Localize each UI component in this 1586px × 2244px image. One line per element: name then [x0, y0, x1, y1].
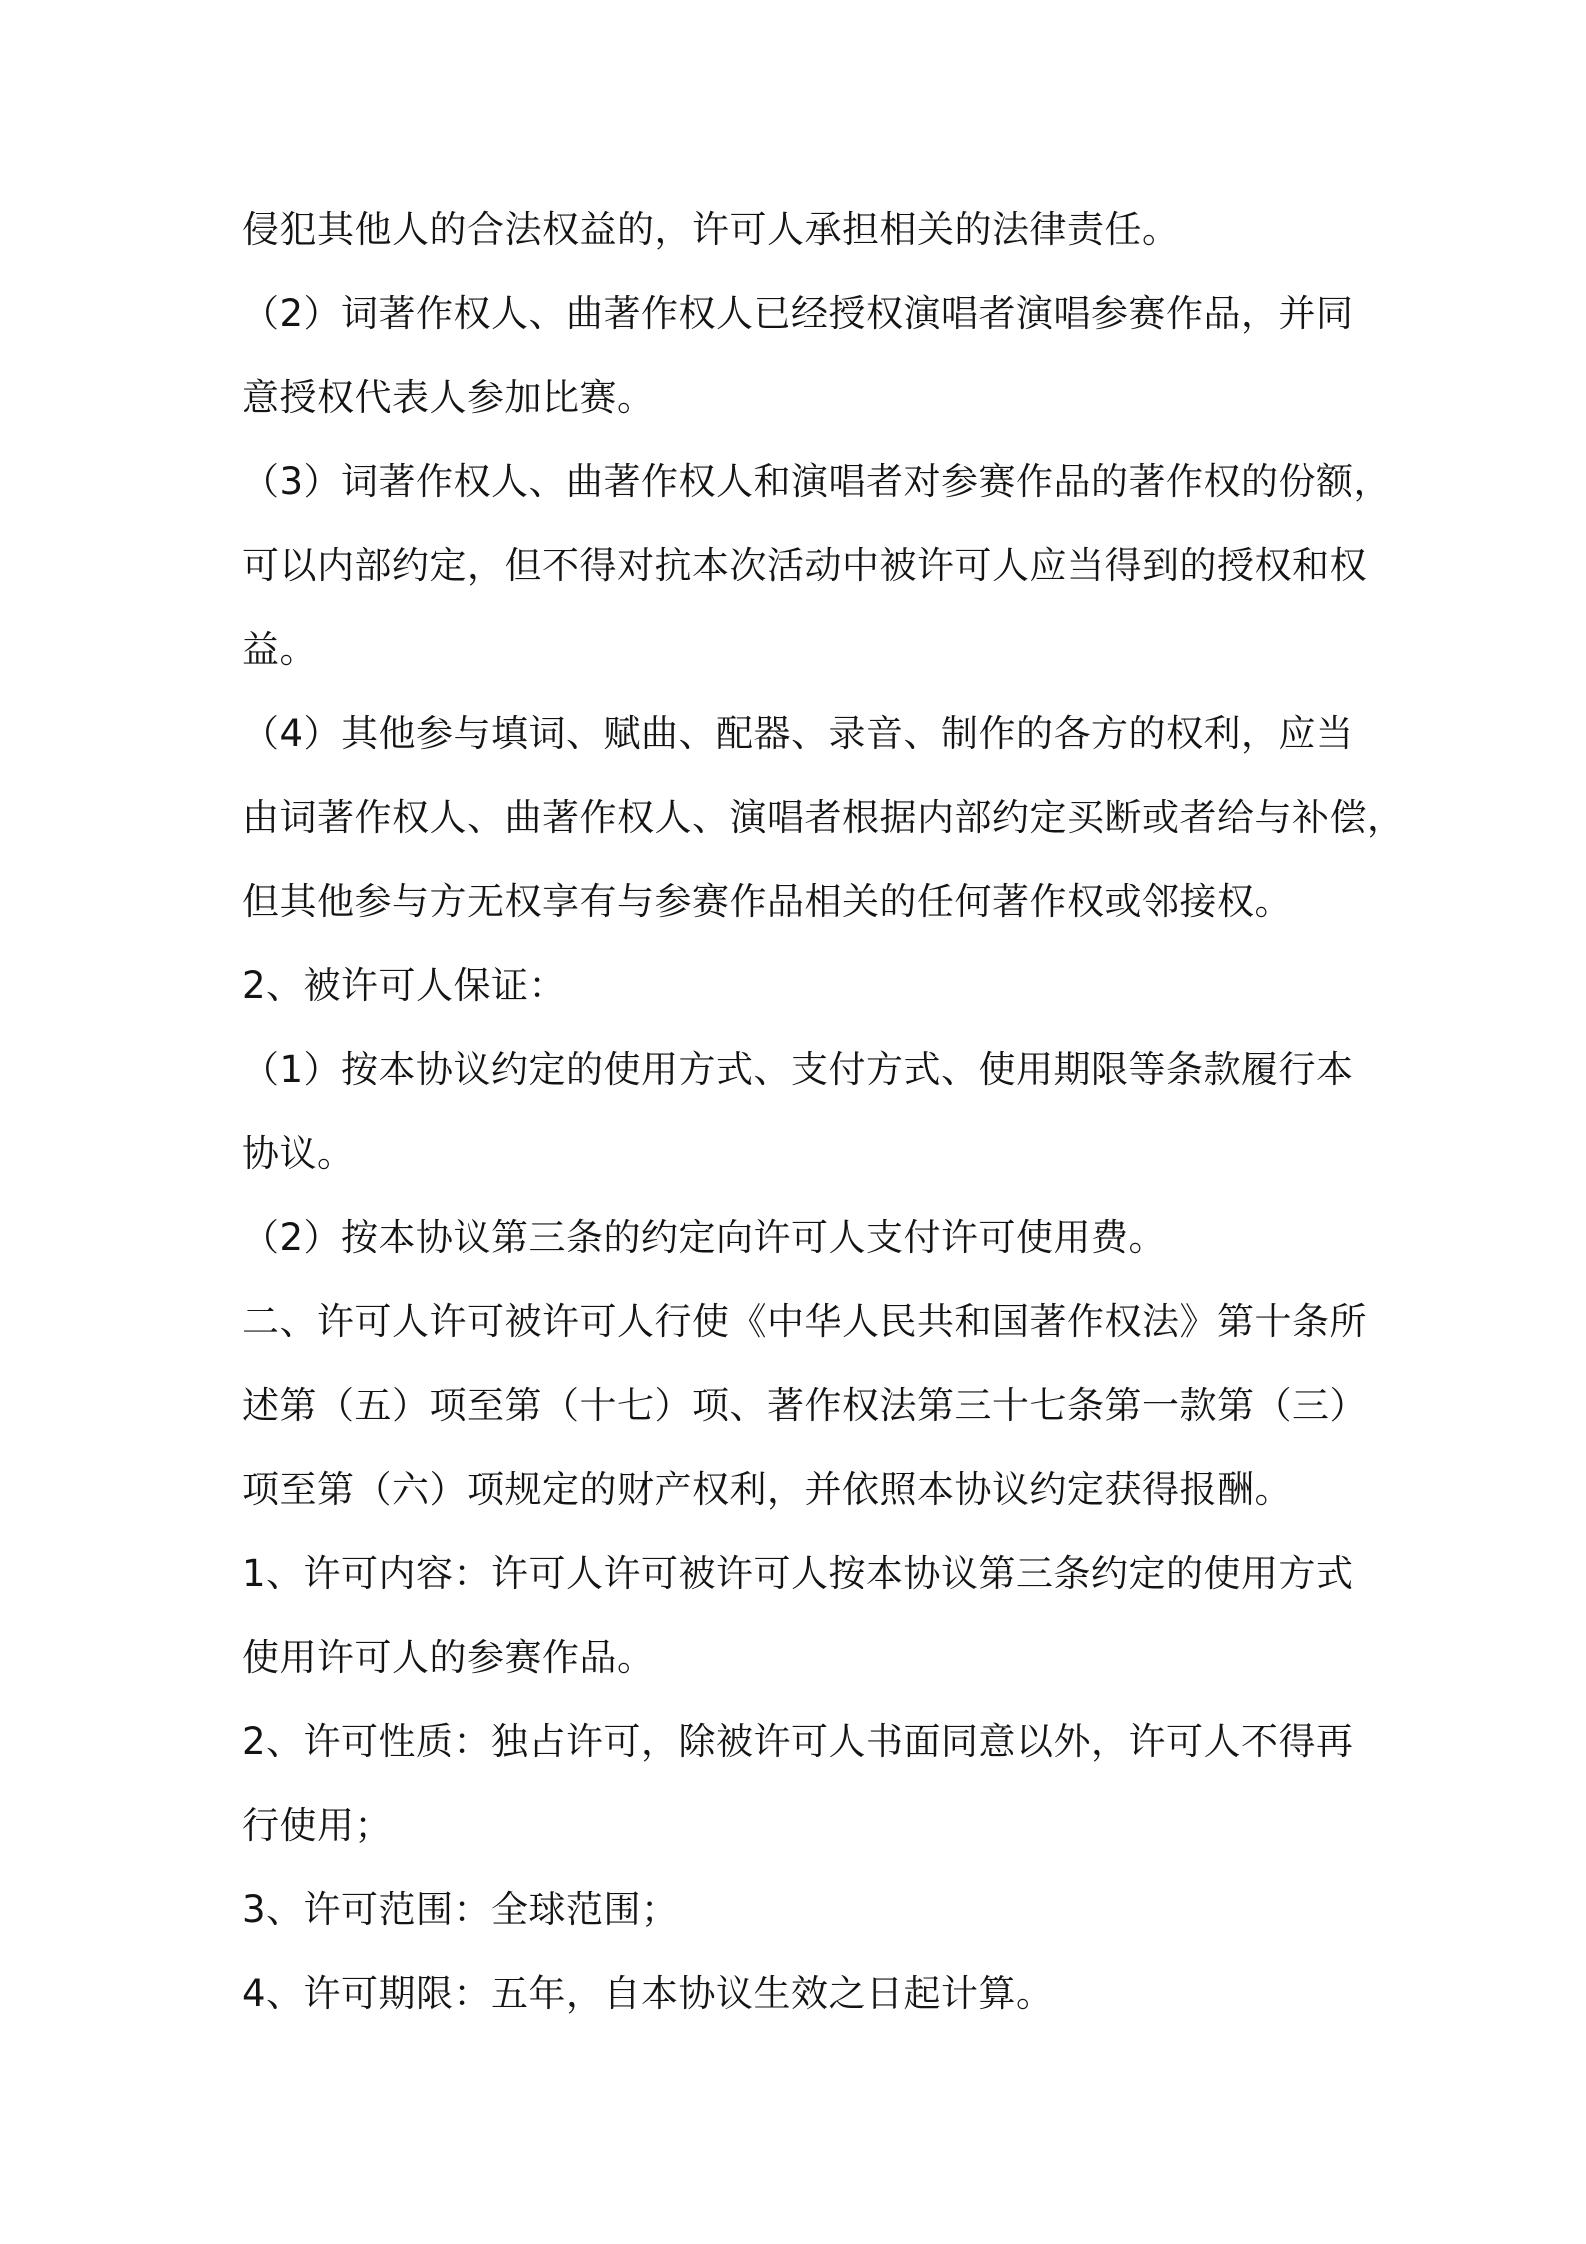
- text-line: 侵犯其他人的合法权益的，许可人承担相关的法律责任。: [242, 208, 1180, 251]
- text-line: 3、许可范围：全球范围；: [242, 1888, 679, 1931]
- text-line: 4、许可期限：五年，自本协议生效之日起计算。: [242, 1972, 1054, 2015]
- text-line: 意授权代表人参加比赛。: [242, 376, 655, 419]
- text-line: 二、许可人许可被许可人行使《中华人民共和国著作权法》第十条所: [242, 1300, 1367, 1343]
- text-line: （1）按本协议约定的使用方式、支付方式、使用期限等条款履行本: [242, 1048, 1354, 1091]
- text-line: 述第（五）项至第（十七）项、著作权法第三十七条第一款第（三）: [242, 1384, 1367, 1427]
- text-line: 益。: [242, 628, 317, 671]
- text-line: （2）按本协议第三条的约定向许可人支付许可使用费。: [242, 1216, 1167, 1259]
- text-line: 2、被许可人保证：: [242, 964, 567, 1007]
- text-line: （2）词著作权人、曲著作权人已经授权演唱者演唱参赛作品，并同: [242, 292, 1354, 335]
- text-line: 但其他参与方无权享有与参赛作品相关的任何著作权或邻接权。: [242, 880, 1292, 923]
- text-line: 协议。: [242, 1132, 355, 1175]
- text-line: 使用许可人的参赛作品。: [242, 1636, 655, 1679]
- text-line: 由词著作权人、曲著作权人、演唱者根据内部约定买断或者给与补偿，: [242, 796, 1405, 839]
- text-line: （4）其他参与填词、赋曲、配器、录音、制作的各方的权利，应当: [242, 712, 1354, 755]
- text-line: 2、许可性质：独占许可，除被许可人书面同意以外，许可人不得再: [242, 1720, 1354, 1763]
- text-line: 项至第（六）项规定的财产权利，并依照本协议约定获得报酬。: [242, 1468, 1292, 1511]
- document-body: [242, 188, 1405, 2036]
- text-line: 1、许可内容：许可人许可被许可人按本协议第三条约定的使用方式: [242, 1552, 1354, 1595]
- text-line: （3）词著作权人、曲著作权人和演唱者对参赛作品的著作权的份额，: [242, 460, 1392, 503]
- text-line: 可以内部约定，但不得对抗本次活动中被许可人应当得到的授权和权: [242, 544, 1367, 587]
- text-line: 行使用；: [242, 1804, 392, 1847]
